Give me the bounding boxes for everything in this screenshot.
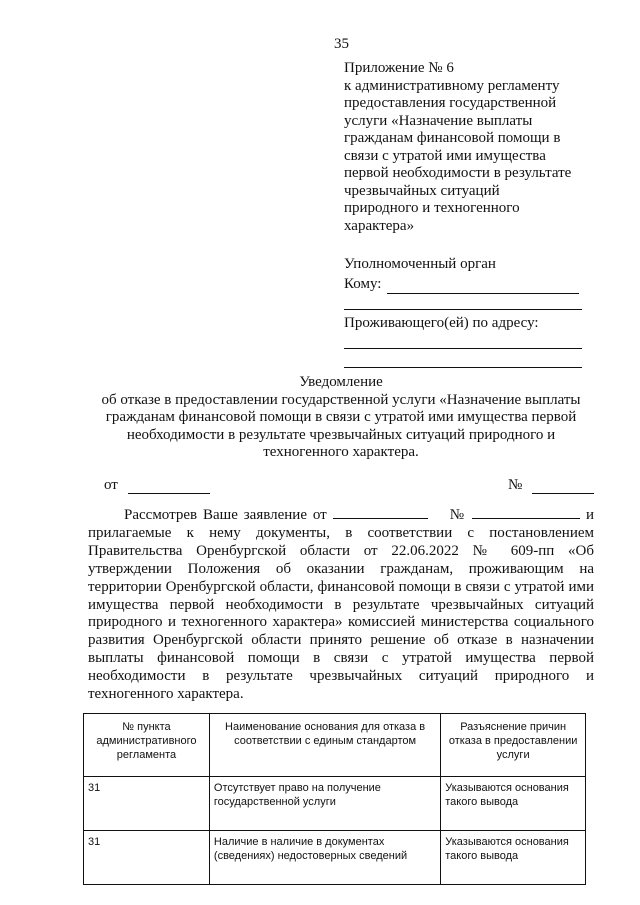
date-blank-line[interactable]	[128, 479, 210, 494]
to-blank-line[interactable]	[387, 279, 579, 294]
address-blank-line-1[interactable]	[344, 333, 582, 349]
notice-subtitle-line: гражданам финансовой помощи в связи с утратой ими имущества первой	[105, 409, 577, 425]
notice-subtitle-line: техногенного характера.	[263, 444, 419, 460]
cell-refusal-basis: Наличие в наличие в документах (сведениях) недостоверных сведений	[209, 831, 440, 885]
appendix-line: услуги «Назначение выплаты	[344, 112, 533, 129]
date-number-row	[104, 477, 594, 495]
notice-title: Уведомление	[299, 374, 383, 390]
authority-label: Уполномоченный орган	[344, 256, 496, 272]
appendix-line: природного и техногенного	[344, 200, 520, 216]
number-field	[508, 477, 594, 494]
notice-subtitle-line: об отказе в предоставлении государственной услуги «Назначение выплаты	[101, 391, 581, 408]
notice-title-block	[92, 374, 590, 462]
appendix-line: связи с утратой ими имущества	[344, 147, 546, 164]
appendix-line: к административному регламенту	[344, 77, 560, 94]
decision-paragraph	[88, 505, 594, 704]
application-number-blank[interactable]	[472, 505, 580, 519]
notice-subtitle-line: необходимости в результате чрезвычайных ситуаций природного и	[126, 426, 556, 443]
table-header-row	[84, 714, 586, 777]
appendix-line: первой необходимости в результате	[344, 165, 572, 181]
appendix-line: чрезвычайных ситуаций	[344, 182, 500, 199]
appendix-line: Приложение № 6	[344, 60, 454, 76]
cell-clause-number: 31	[84, 831, 210, 885]
page-number: 35	[334, 36, 349, 52]
to-label: Кому:	[344, 276, 382, 292]
header-explanation: Разъяснение причин отказа в предоставлении услуги	[441, 714, 586, 777]
number-label: №	[507, 477, 523, 493]
number-blank-line[interactable]	[532, 479, 594, 494]
appendix-line: предоставления государственной	[344, 95, 557, 111]
appendix-line: характера»	[344, 217, 415, 234]
cell-explanation: Указываются основания такого вывода	[441, 777, 586, 831]
cell-clause-number: 31	[84, 777, 210, 831]
body-part-3: и прилагаемые к нему документы, в соответствии с постановлением Правительства Оренбургской области от 22.06.2022 № 609-пп «Об утверждении Положения об оказании гражданам, проживающим на территории Оренбургской области, финансовой помощи в связи с утратой ими имущества первой необходимости в результате чрезвычайных ситуаций природного и техногенного характера» комиссией министерства социального развития Оренбургской области принято решение об отказе в назначении выплаты финансовой помощи в связи с утратой имущества первой необходимости в результате чрезвычайных ситуаций природного и техногенного характера.	[88, 507, 595, 703]
residing-label: Проживающего(ей) по адресу:	[344, 315, 539, 331]
appendix-line: гражданам финансовой помощи в	[344, 130, 561, 146]
date-field	[104, 477, 210, 494]
address-blank-line-2[interactable]	[344, 352, 582, 368]
body-part-1: Рассмотрев Ваше заявление от	[124, 507, 327, 523]
addressee-block	[344, 254, 584, 371]
header-clause-number: № пункта административного регламента	[84, 714, 210, 777]
from-label: от	[104, 477, 118, 493]
application-date-blank[interactable]	[333, 505, 428, 519]
to-blank-line-2[interactable]	[344, 294, 582, 310]
cell-explanation: Указываются основания такого вывода	[441, 831, 586, 885]
appendix-heading	[344, 60, 594, 235]
table-row	[84, 831, 586, 885]
body-part-2: №	[447, 507, 467, 523]
header-refusal-basis: Наименование основания для отказа в соответствии с единым стандартом	[209, 714, 440, 777]
cell-refusal-basis: Отсутствует право на получение государственной услуги	[209, 777, 440, 831]
table-row	[84, 777, 586, 831]
to-row	[344, 274, 584, 294]
refusal-reasons-table	[83, 713, 586, 885]
